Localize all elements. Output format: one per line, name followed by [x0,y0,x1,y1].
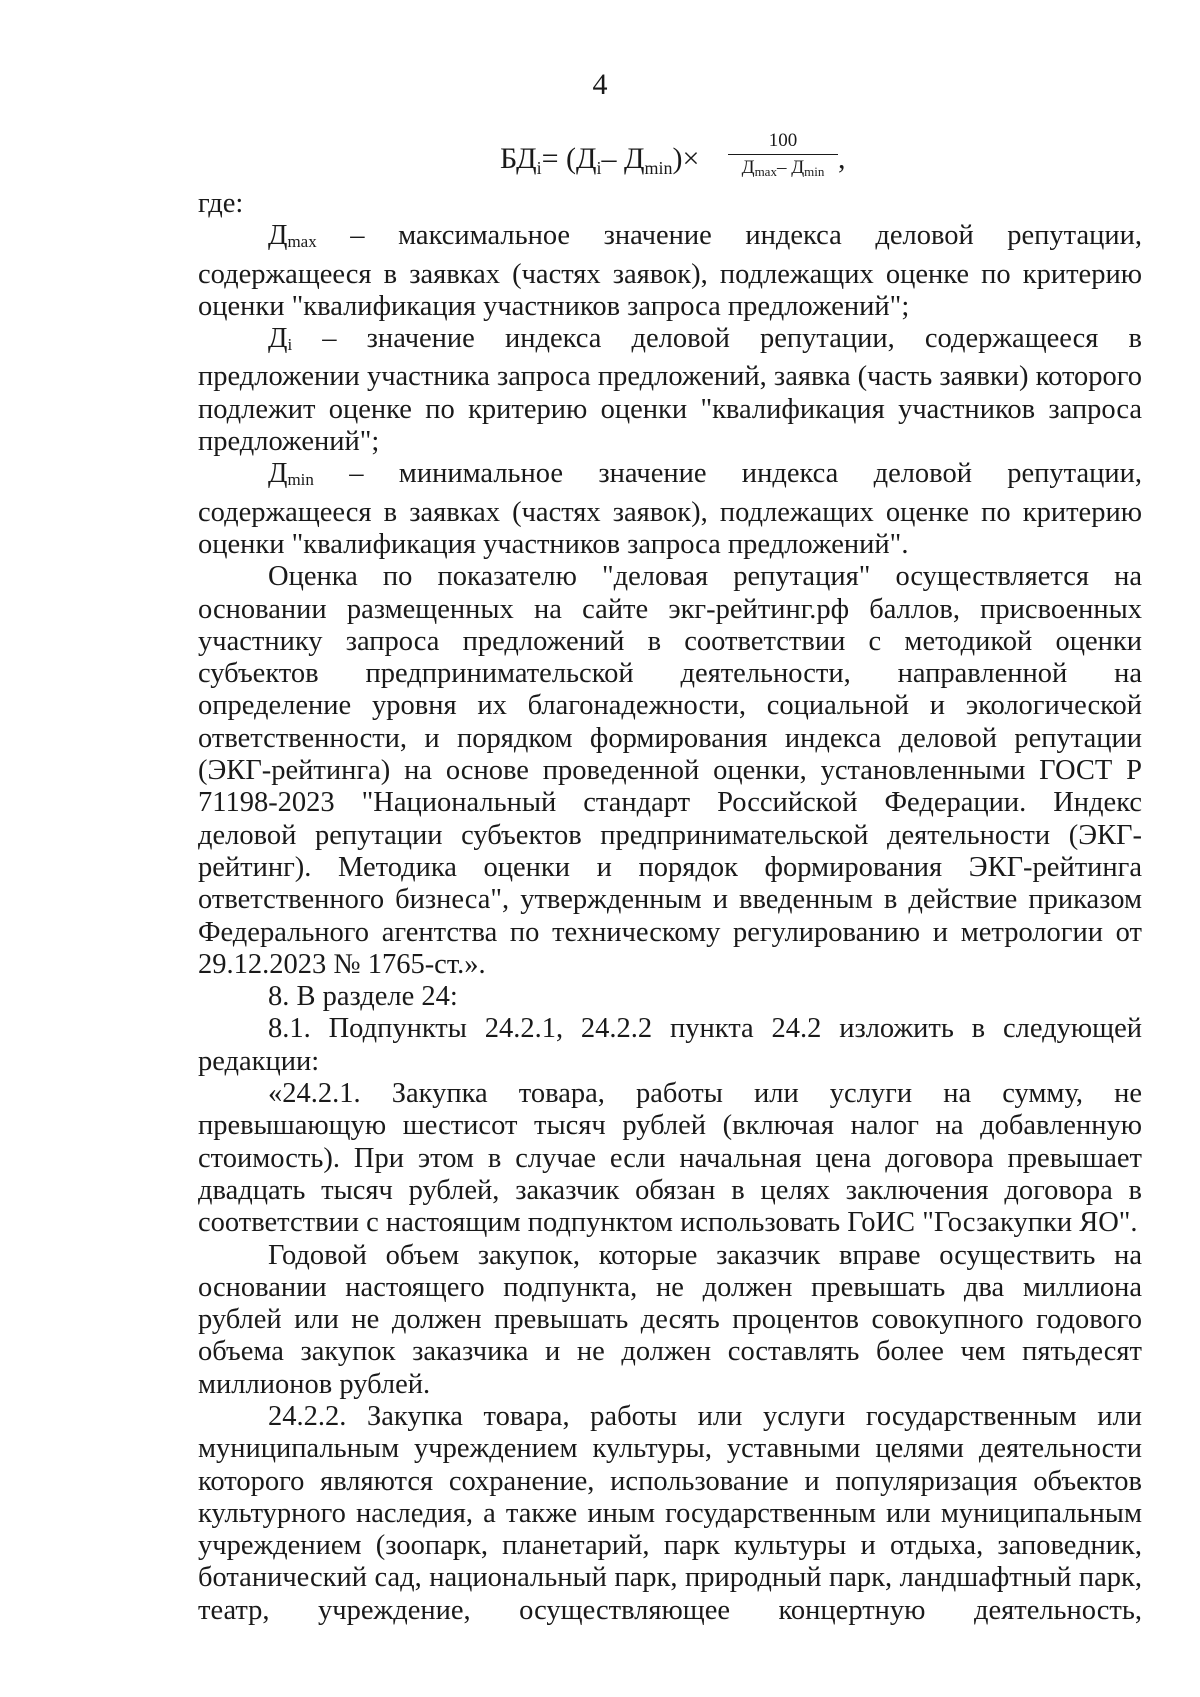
where-label: где: [198,188,244,219]
paragraph-annual-volume: Годовой объем закупок, которые заказчик вправе осуществить на основании настоящего подпункта, не должен превышать два миллиона рублей или не должен превышать десять процентов совокупного годового объема закупок заказчика и не должен составлять более чем пятьдесят миллионов рублей. [198,1239,1142,1400]
paragraph-24-2-2: 24.2.2. Закупка товара, работы или услуги государственным или муниципальным учреждением культуры, уставными целями деятельности которого являются сохранение, использование и популяризация объектов культурного наследия, а также иным государственным или муниципальным учреждением (зоопарк, планетарий, парк культуры и отдыха, заповедник, ботанический сад, национальный парк, природный парк, ландшафтный парк, театр, учреждение, осуществляющее концертную деятельность, [198,1400,1142,1626]
paragraph-section-8-1: 8.1. Подпункты 24.2.1, 24.2.2 пункта 24.2 изложить в следующей редакции: [198,1013,1142,1077]
definition-dmin: $Д_{min}$ – минимальное значение индекса деловой репутации, содержащееся в заявках (частях заявок), подлежащих оценке по критерию оценки "квалификация участников запроса предложений". [198,458,1142,560]
formula-numerator: 100 [728,130,838,155]
definition-dmax: $Д_{max}$ – максимальное значение индекса деловой репутации, содержащееся в заявках (частях заявок), подлежащих оценке по критерию оценки "квалификация участников запроса предложений"; [198,220,1142,322]
formula-lhs: $БД_i= (Д_i-$ $Д_{min})\times$ [500,142,700,178]
formula-denominator: $Д_{max}-$ $Д_{min}$ [741,157,825,179]
formula-comma: , [838,142,846,175]
paragraph-assessment: Оценка по показателю "деловая репутация" осуществляется на основании размещенных на сайте экг-рейтинг.рф баллов, присвоенных участнику запроса предложений в соответствии с методикой оценки субъектов предпринимательской деятельности, направленной на определение уровня их благонадежности, социальной и экологической ответственности, и порядком формирования индекса деловой репутации (ЭКГ-рейтинга) на основе проведенной оценки, установленными ГОСТ Р 71198-2023 "Национальный стандарт Российской Федерации. Индекс деловой репутации субъектов предпринимательской деятельности (ЭКГ-рейтинг). Методика оценки и порядок формирования ЭКГ-рейтинга ответственного бизнеса", утвержденным и введенным в действие приказом Федерального агентства по техническому регулированию и метрологии от 29.12.2023 № 1765-ст.». [198,561,1142,980]
document-body [198,188,1142,1627]
paragraph-24-2-1: «24.2.1. Закупка товара, работы или услуги на сумму, не превышающую шестисот тысяч рублей (включая налог на добавленную стоимость). При этом в случае если начальная цена договора превышает двадцать тысяч рублей, заказчик обязан в целях заключения договора в соответствии с настоящим подпунктом использовать ГоИС "Госзакупки ЯО". [198,1078,1142,1239]
page-number: 4 [592,68,608,101]
paragraph-section-8: 8. В разделе 24: [268,981,458,1013]
formula-fraction [728,130,838,180]
definition-di: $Д_i$ – значение индекса деловой репутации, содержащееся в предложении участника запроса предложений, заявка (часть заявки) которого подлежит оценке по критерию оценки "квалификация участников запроса предложений"; [198,323,1142,458]
